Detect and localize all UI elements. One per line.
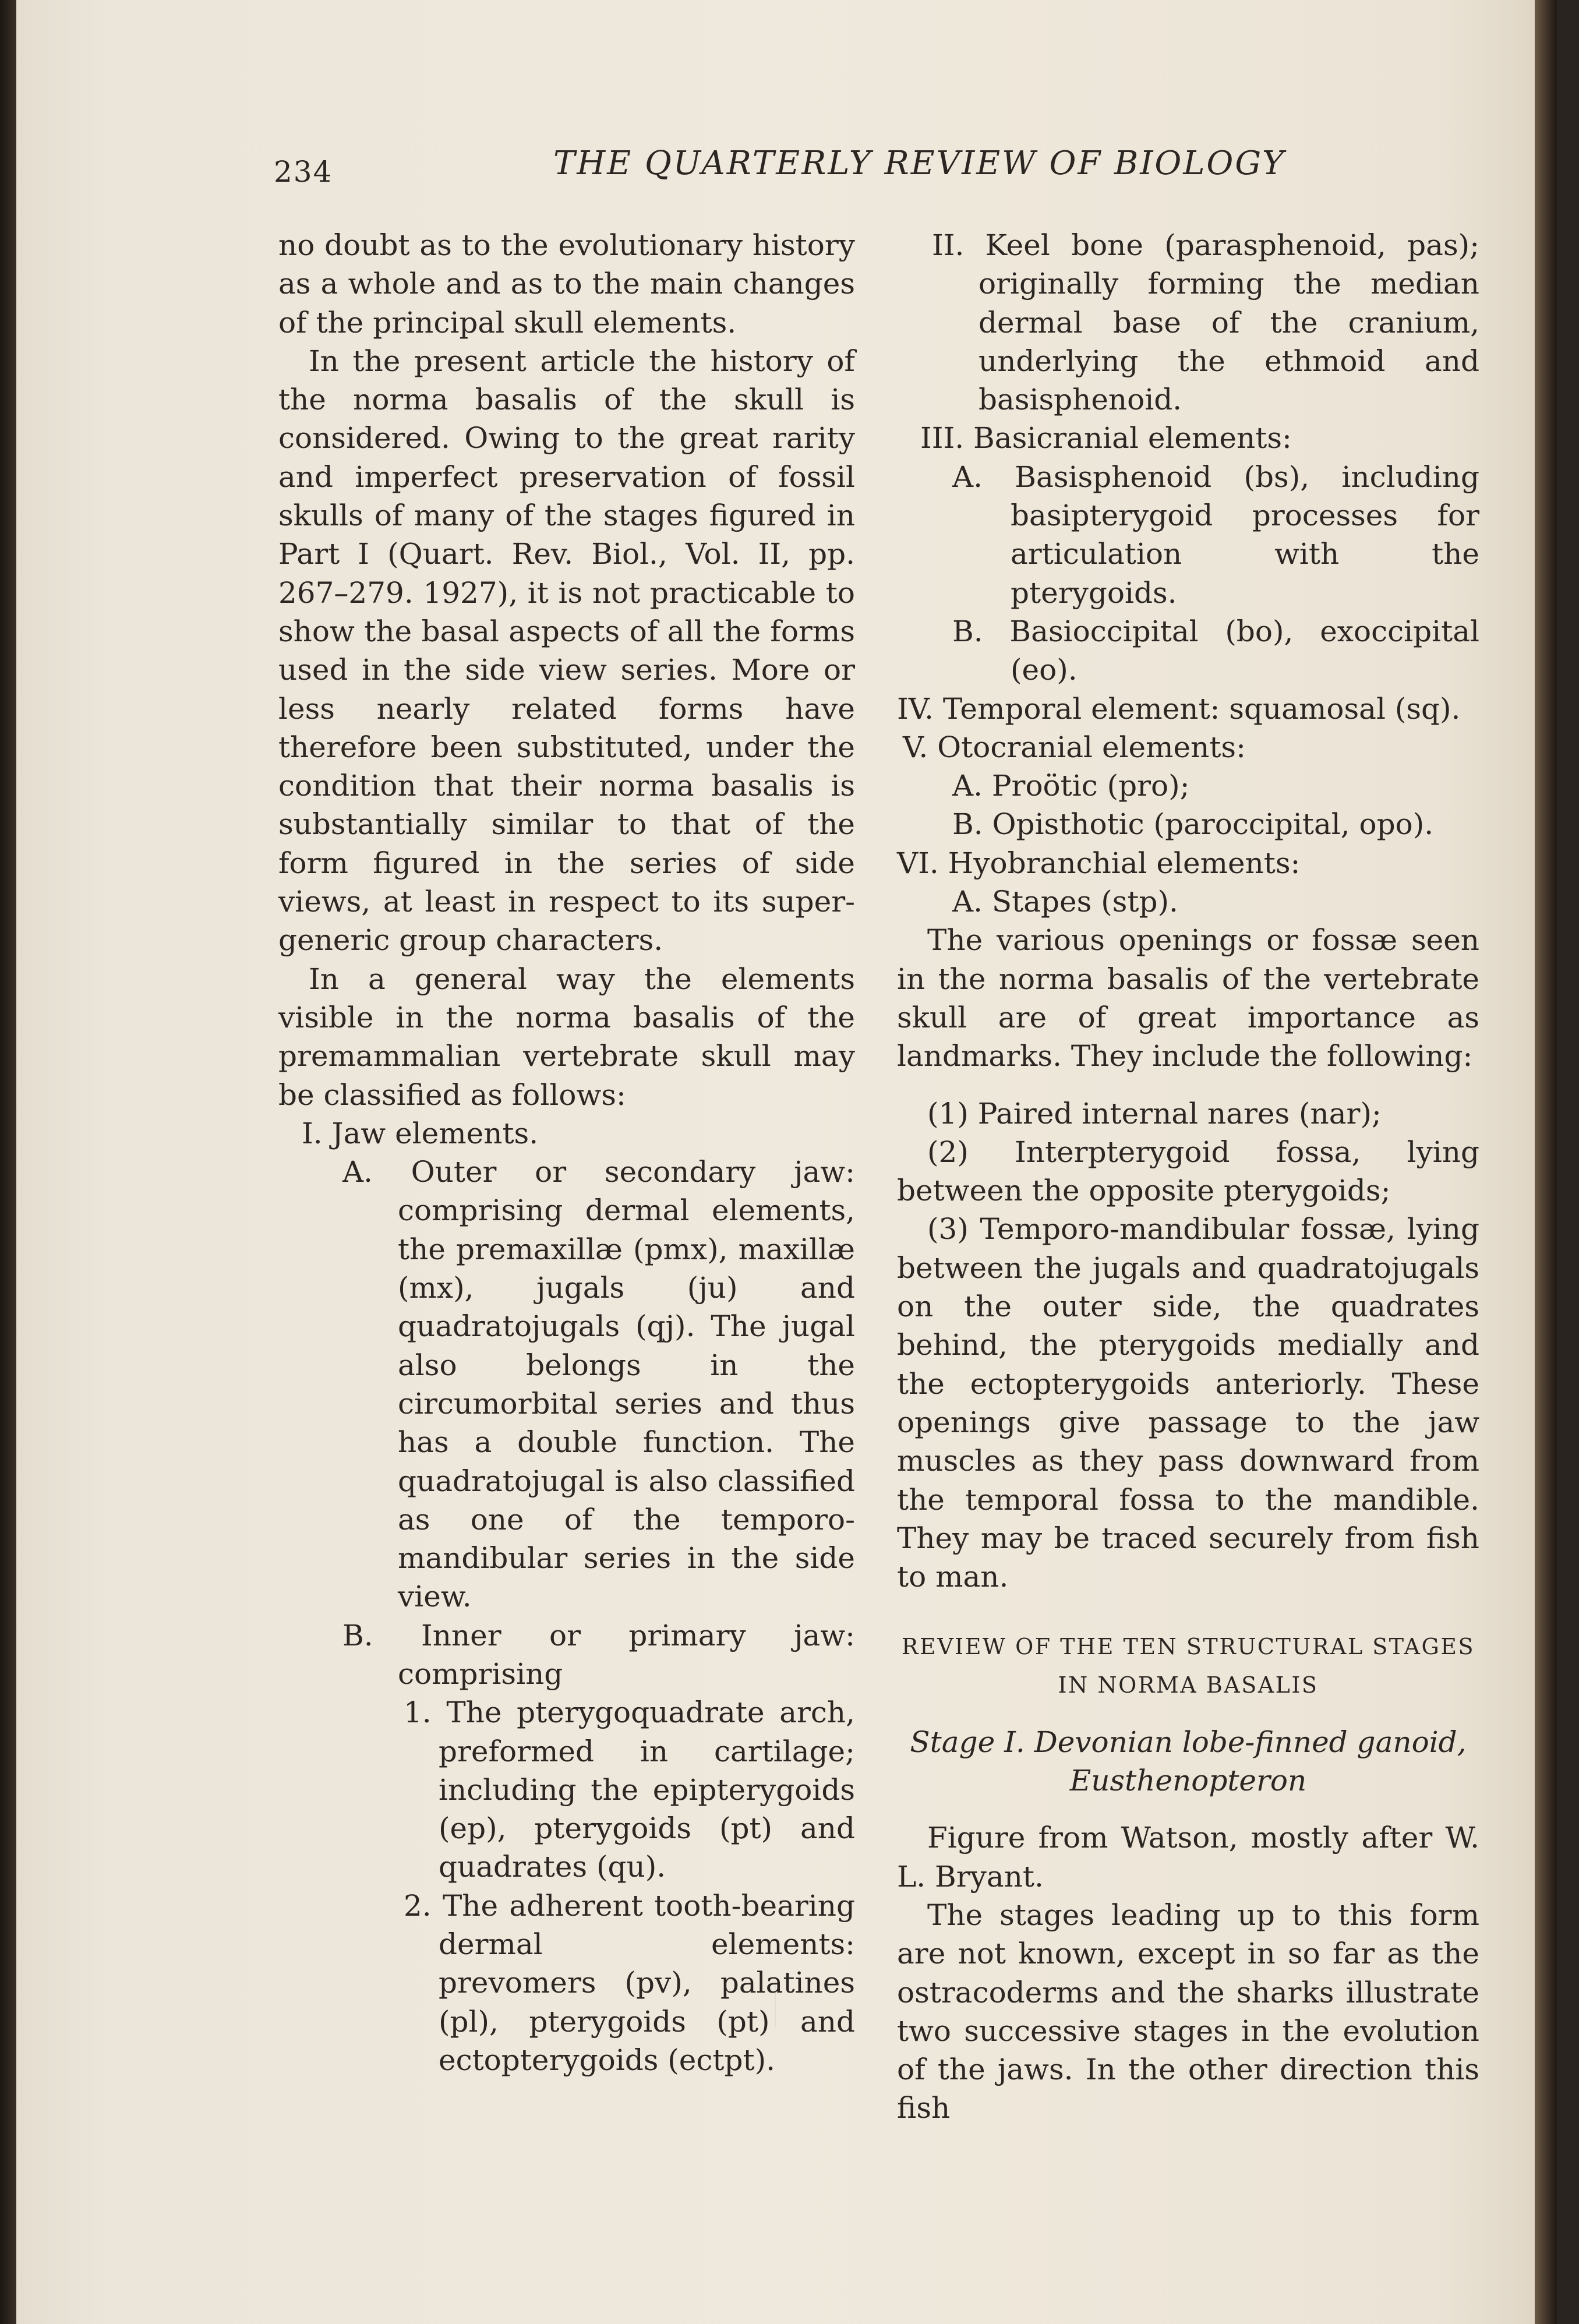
page-number: 234 <box>274 155 333 189</box>
list-item-otocranial: V. Otocranial elements: <box>903 730 1246 764</box>
page-header <box>274 144 1485 191</box>
paragraph-stages: The stages leading up to this form are not known, except in so far as the ostracoderms and the sharks illustrate two successive stages in the evolution of the jaws. In the other direction this fish <box>897 1898 1479 2125</box>
paragraph-figure-source: Figure from Watson, mostly after W. L. Bryant. <box>897 1821 1479 1894</box>
stage-heading-genus: Eusthenopteron <box>1069 1764 1307 1798</box>
section-heading: REVIEW OF THE TEN STRUCTURAL STAGES IN NORMA BASALIS <box>901 1634 1475 1698</box>
list-item-temporal: IV. Temporal element: squamosal (sq). <box>897 691 1461 726</box>
paragraph-classification: In a general way the elements visible in the norma basalis of the premammalian vertebrate skull may be classified as follows: <box>278 962 855 1112</box>
list-item-pterygoquadrate: 1. The pterygoquadrate arch, preformed in cartilage; including the epipterygoids (ep), pterygoids (pt) and quadrates (qu). <box>404 1696 855 1884</box>
list-item-opisthotic: B. Opisthotic (paroccipital, opo). <box>952 807 1434 842</box>
list-item-jaw-elements: I. Jaw elements. <box>302 1116 539 1150</box>
list-item-keel-bone: II. Keel bone (parasphenoid, pas); originally forming the median dermal base of the cranium, underlying the ethmoid and basisphenoid. <box>932 228 1479 417</box>
list-item-basioccipital: B. Basioccipital (bo), exoccipital (eo). <box>952 614 1479 687</box>
list-item-dermal-elements: 2. The adherent tooth-bearing dermal elements: prevomers (pv), palatines (pl), pterygoids (pt) and ectopterygoids (ectpt). <box>404 1888 855 2077</box>
paragraph-norma-basalis: In the present article the history of the norma basalis of the skull is considered. Owing to the great rarity and imperfect preservation of fossil skulls of many of the stages figured in Part I (Quart. Rev. Biol., Vol. II, pp. 267–279. 1927), it is not practicable to show the basal aspects of all the forms used in the side view series. More or less nearly related forms have therefore been substituted, under the condition that their norma basalis is substantially similar to that of the form figured in the series of side views, at least in respect to its super-generic group characters. <box>278 344 855 958</box>
list-item-inner-jaw: B. Inner or primary jaw: comprising <box>342 1618 855 1691</box>
paragraph-intro: no doubt as to the evolutionary history as a whole and as to the main changes of the principal skull elements. <box>278 228 855 340</box>
page-edge-left <box>0 0 16 2324</box>
running-head: THE QUARTERLY REVIEW OF BIOLOGY <box>553 144 1286 182</box>
list-item-temporo-mandibular-fossae: (3) Temporo-mandibular fossæ, lying between the jugals and quadratojugals on the outer side, the quadrates behind, the pterygoids medially and the ectopterygoids anteriorly. These openings give passage to the jaw muscles as they pass downward from the temporal fossa to the mandible. They may be traced securely from fish to man. <box>897 1212 1479 1594</box>
list-item-stapes: A. Stapes (stp). <box>952 885 1178 919</box>
paragraph-openings: The various openings or fossæ seen in the norma basalis of the vertebrate skull are of great importance as landmarks. They include the following: <box>897 923 1479 1073</box>
left-column <box>278 226 855 2079</box>
list-item-basicranial: III. Basicranial elements: <box>920 421 1292 455</box>
page-crease <box>775 1980 776 2027</box>
list-item-internal-nares: (1) Paired internal nares (nar); <box>927 1096 1382 1131</box>
book-spine <box>1535 0 1557 2324</box>
list-item-outer-jaw: A. Outer or secondary jaw: comprising dermal elements, the premaxillæ (pmx), maxillæ (mx), jugals (ju) and quadratojugals (qj). The jugal also belongs in the circumorbital series and thus has a double function. The quadratojugal is also classified as one of the temporo-mandibular series in the side view. <box>342 1155 855 1614</box>
list-item-prootic: A. Proötic (pro); <box>952 769 1190 803</box>
list-item-basisphenoid: A. Basisphenoid (bs), including basipterygoid processes for articulation with the pterygoids. <box>952 460 1479 610</box>
list-item-interpterygoid-fossa: (2) Interpterygoid fossa, lying between the opposite pterygoids; <box>897 1135 1479 1208</box>
stage-heading: Stage I. Devonian lobe-finned ganoid, <box>910 1725 1467 1760</box>
list-item-hyobranchial: VI. Hyobranchial elements: <box>897 846 1301 880</box>
right-column <box>897 226 1479 2128</box>
